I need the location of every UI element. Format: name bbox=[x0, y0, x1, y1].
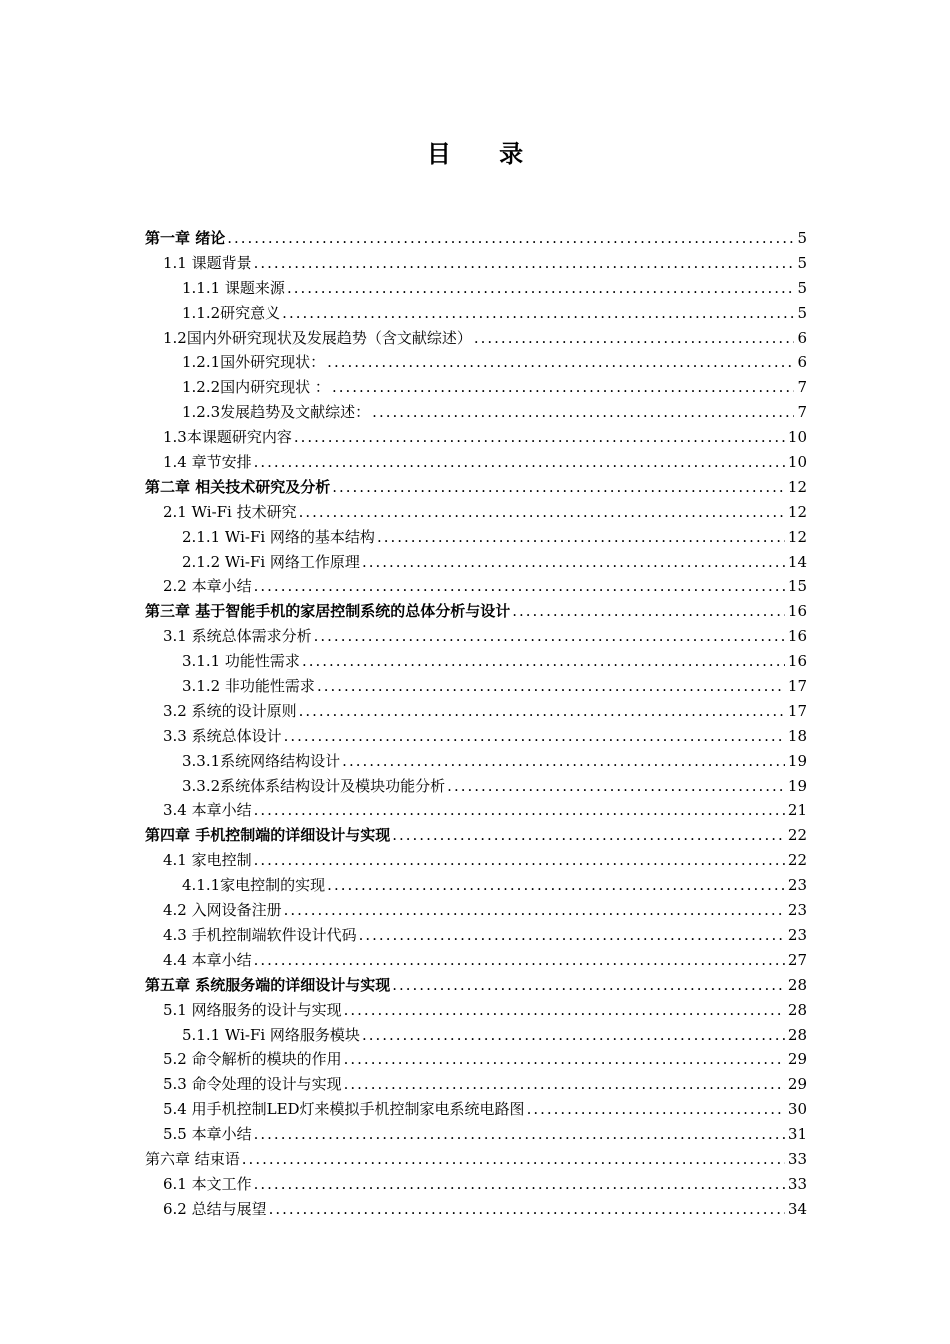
toc-dot-leader bbox=[287, 276, 795, 301]
toc-entry[interactable] bbox=[145, 948, 807, 973]
toc-entry-label: 3.3.1系统网络结构设计 bbox=[182, 751, 341, 770]
toc-dot-leader bbox=[474, 326, 795, 351]
toc-page-number: 12 bbox=[787, 502, 807, 521]
toc-dot-leader bbox=[344, 1072, 785, 1097]
toc-entry[interactable] bbox=[145, 450, 807, 475]
toc-dot-leader bbox=[282, 301, 794, 326]
toc-entry[interactable] bbox=[145, 848, 807, 873]
toc-entry-label: 1.1 课题背景 bbox=[163, 253, 252, 272]
toc-dot-leader bbox=[392, 973, 785, 998]
toc-page-number: 7 bbox=[797, 378, 807, 397]
toc-dot-leader bbox=[314, 624, 785, 649]
toc-entry-label: 3.1.2 非功能性需求 bbox=[182, 677, 315, 696]
toc-entry[interactable] bbox=[145, 574, 807, 599]
toc-entry[interactable] bbox=[145, 674, 807, 699]
toc-entry-label: 6.2 总结与展望 bbox=[163, 1199, 267, 1218]
toc-entry[interactable] bbox=[145, 774, 807, 799]
toc-dot-leader bbox=[254, 948, 785, 973]
toc-dot-leader bbox=[332, 475, 785, 500]
toc-page-number: 6 bbox=[797, 328, 807, 347]
toc-entry[interactable] bbox=[145, 350, 807, 375]
toc-entry-label: 5.4 用手机控制LED灯来模拟手机控制家电系统电路图 bbox=[163, 1100, 525, 1119]
toc-entry[interactable] bbox=[145, 375, 807, 400]
toc-entry-label: 2.2 本章小结 bbox=[163, 577, 252, 596]
toc-page-number: 22 bbox=[787, 826, 807, 845]
toc-entry[interactable] bbox=[145, 276, 807, 301]
toc-entry-label: 1.2国内外研究现状及发展趋势（含文献综述） bbox=[163, 328, 472, 347]
toc-page-number: 15 bbox=[787, 577, 807, 596]
toc-page-number: 16 bbox=[787, 602, 807, 621]
toc-entry-label: 1.4 章节安排 bbox=[163, 453, 252, 472]
toc-entry-label: 5.3 命令处理的设计与实现 bbox=[163, 1075, 342, 1094]
toc-page-number: 16 bbox=[787, 627, 807, 646]
toc-entry[interactable] bbox=[145, 973, 807, 998]
toc-page-number: 23 bbox=[787, 901, 807, 920]
toc-page-number: 23 bbox=[787, 925, 807, 944]
toc-entry-label: 4.3 手机控制端软件设计代码 bbox=[163, 925, 357, 944]
toc-dot-leader bbox=[254, 1172, 785, 1197]
toc-entry-label: 1.1.1 课题来源 bbox=[182, 278, 285, 297]
toc-entry[interactable] bbox=[145, 500, 807, 525]
toc-entry[interactable] bbox=[145, 749, 807, 774]
toc-page-number: 31 bbox=[787, 1125, 807, 1144]
toc-dot-leader bbox=[377, 525, 785, 550]
toc-entry-label: 5.2 命令解析的模块的作用 bbox=[163, 1050, 342, 1069]
toc-entry[interactable] bbox=[145, 699, 807, 724]
toc-entry[interactable] bbox=[145, 525, 807, 550]
toc-dot-leader bbox=[242, 1147, 785, 1172]
toc-entry[interactable] bbox=[145, 599, 807, 624]
toc-dot-leader bbox=[254, 450, 785, 475]
toc-entry-label: 第一章 绪论 bbox=[145, 229, 226, 247]
toc-entry[interactable] bbox=[145, 1072, 807, 1097]
toc-entry-label: 2.1.2 Wi-Fi 网络工作原理 bbox=[182, 552, 360, 571]
toc-entry[interactable] bbox=[145, 550, 807, 575]
toc-entry[interactable] bbox=[145, 798, 807, 823]
toc-dot-leader bbox=[299, 500, 785, 525]
toc-entry[interactable] bbox=[145, 998, 807, 1023]
toc-page-number: 34 bbox=[787, 1199, 807, 1218]
toc-entry-label: 1.3本课题研究内容 bbox=[163, 428, 292, 447]
toc-entry[interactable] bbox=[145, 873, 807, 898]
toc-page-number: 10 bbox=[787, 453, 807, 472]
toc-page-number: 10 bbox=[787, 428, 807, 447]
toc-page-number: 6 bbox=[797, 353, 807, 372]
toc-entry-label: 4.1.1家电控制的实现 bbox=[182, 876, 326, 895]
toc-page-number: 30 bbox=[787, 1100, 807, 1119]
toc-list bbox=[145, 226, 807, 1222]
toc-entry[interactable] bbox=[145, 724, 807, 749]
toc-entry[interactable] bbox=[145, 1197, 807, 1222]
toc-dot-leader bbox=[284, 724, 785, 749]
toc-entry-label: 第二章 相关技术研究及分析 bbox=[145, 477, 331, 496]
toc-entry-label: 6.1 本文工作 bbox=[163, 1174, 252, 1193]
toc-dot-leader bbox=[344, 998, 785, 1023]
toc-entry[interactable] bbox=[145, 898, 807, 923]
toc-dot-leader bbox=[447, 774, 785, 799]
toc-dot-leader bbox=[269, 1197, 785, 1222]
toc-dot-leader bbox=[299, 699, 785, 724]
toc-dot-leader bbox=[254, 848, 785, 873]
toc-entry[interactable] bbox=[145, 923, 807, 948]
toc-entry-label: 2.1 Wi-Fi 技术研究 bbox=[163, 502, 297, 521]
toc-dot-leader bbox=[372, 400, 794, 425]
toc-page-number: 16 bbox=[787, 652, 807, 671]
toc-entry[interactable] bbox=[145, 1047, 807, 1072]
toc-entry-label: 第五章 系统服务端的详细设计与实现 bbox=[145, 975, 391, 994]
toc-page-number: 18 bbox=[787, 726, 807, 745]
toc-entry[interactable] bbox=[145, 1023, 807, 1048]
toc-entry-label: 3.1.1 功能性需求 bbox=[182, 652, 300, 671]
toc-dot-leader bbox=[227, 226, 794, 251]
toc-entry-label: 3.1 系统总体需求分析 bbox=[163, 627, 312, 646]
toc-dot-leader bbox=[317, 674, 785, 699]
toc-entry-label: 5.1 网络服务的设计与实现 bbox=[163, 1000, 342, 1019]
toc-entry[interactable] bbox=[145, 624, 807, 649]
toc-page-number: 12 bbox=[787, 527, 807, 546]
toc-entry[interactable] bbox=[145, 326, 807, 351]
toc-page-number: 5 bbox=[797, 229, 807, 247]
toc-dot-leader bbox=[327, 873, 785, 898]
toc-entry-label: 4.2 入网设备注册 bbox=[163, 901, 282, 920]
toc-entry-label: 3.3.2系统体系结构设计及模块功能分析 bbox=[182, 776, 446, 795]
toc-entry-label: 5.5 本章小结 bbox=[163, 1125, 252, 1144]
toc-dot-leader bbox=[512, 599, 785, 624]
toc-entry[interactable] bbox=[145, 1097, 807, 1122]
toc-entry[interactable] bbox=[145, 1172, 807, 1197]
toc-dot-leader bbox=[254, 1122, 785, 1147]
toc-page-number: 5 bbox=[797, 278, 807, 297]
toc-dot-leader bbox=[362, 1023, 785, 1048]
toc-page-number: 19 bbox=[787, 751, 807, 770]
toc-dot-leader bbox=[302, 649, 785, 674]
toc-page-number: 21 bbox=[787, 801, 807, 820]
toc-entry[interactable] bbox=[145, 425, 807, 450]
toc-page-number: 17 bbox=[787, 701, 807, 720]
toc-dot-leader bbox=[284, 898, 785, 923]
toc-page-number: 17 bbox=[787, 677, 807, 696]
toc-entry[interactable] bbox=[145, 226, 807, 251]
toc-dot-leader bbox=[294, 425, 785, 450]
toc-dot-leader bbox=[392, 823, 785, 848]
toc-page-number: 22 bbox=[787, 851, 807, 870]
toc-dot-leader bbox=[254, 574, 785, 599]
toc-page-number: 28 bbox=[787, 975, 807, 994]
toc-dot-leader bbox=[344, 1047, 785, 1072]
toc-page-number: 14 bbox=[787, 552, 807, 571]
toc-entry-label: 3.2 系统的设计原则 bbox=[163, 701, 297, 720]
toc-dot-leader bbox=[327, 350, 794, 375]
toc-dot-leader bbox=[359, 923, 785, 948]
toc-page-number: 7 bbox=[797, 403, 807, 422]
toc-page-number: 12 bbox=[787, 477, 807, 496]
toc-entry[interactable] bbox=[145, 251, 807, 276]
toc-dot-leader bbox=[362, 550, 785, 575]
toc-entry-label: 第六章 结束语 bbox=[145, 1149, 240, 1168]
toc-entry-label: 3.3 系统总体设计 bbox=[163, 726, 282, 745]
toc-entry-label: 1.2.3发展趋势及文献综述： bbox=[182, 403, 371, 422]
toc-page-number: 29 bbox=[787, 1050, 807, 1069]
toc-entry-label: 1.2.1国外研究现状： bbox=[182, 353, 326, 372]
toc-dot-leader bbox=[332, 375, 795, 400]
toc-entry-label: 4.4 本章小结 bbox=[163, 950, 252, 969]
toc-entry-label: 1.1.2研究意义 bbox=[182, 303, 281, 322]
toc-page-number: 33 bbox=[787, 1174, 807, 1193]
toc-entry-label: 第三章 基于智能手机的家居控制系统的总体分析与设计 bbox=[145, 602, 511, 621]
toc-dot-leader bbox=[254, 798, 785, 823]
toc-page-number: 27 bbox=[787, 950, 807, 969]
toc-entry-label: 5.1.1 Wi-Fi 网络服务模块 bbox=[182, 1025, 360, 1044]
toc-entry-label: 4.1 家电控制 bbox=[163, 851, 252, 870]
toc-dot-leader bbox=[342, 749, 785, 774]
toc-dot-leader bbox=[254, 251, 795, 276]
toc-entry[interactable] bbox=[145, 1122, 807, 1147]
toc-entry[interactable] bbox=[145, 823, 807, 848]
toc-page-number: 29 bbox=[787, 1075, 807, 1094]
toc-entry[interactable] bbox=[145, 301, 807, 326]
toc-entry[interactable] bbox=[145, 475, 807, 500]
toc-page-number: 5 bbox=[797, 253, 807, 272]
toc-entry-label: 1.2.2国内研究现状 ： bbox=[182, 378, 330, 397]
toc-page-number: 5 bbox=[797, 303, 807, 322]
toc-page-number: 23 bbox=[787, 876, 807, 895]
toc-title: 目 录 bbox=[426, 140, 544, 168]
toc-page-number: 28 bbox=[787, 1025, 807, 1044]
toc-entry-label: 第四章 手机控制端的详细设计与实现 bbox=[145, 826, 391, 845]
toc-page-number: 33 bbox=[787, 1149, 807, 1168]
toc-page-number: 19 bbox=[787, 776, 807, 795]
toc-entry[interactable] bbox=[145, 400, 807, 425]
toc-entry[interactable] bbox=[145, 649, 807, 674]
toc-page-number: 28 bbox=[787, 1000, 807, 1019]
toc-entry-label: 3.4 本章小结 bbox=[163, 801, 252, 820]
toc-entry[interactable] bbox=[145, 1147, 807, 1172]
toc-dot-leader bbox=[527, 1097, 785, 1122]
toc-entry-label: 2.1.1 Wi-Fi 网络的基本结构 bbox=[182, 527, 375, 546]
